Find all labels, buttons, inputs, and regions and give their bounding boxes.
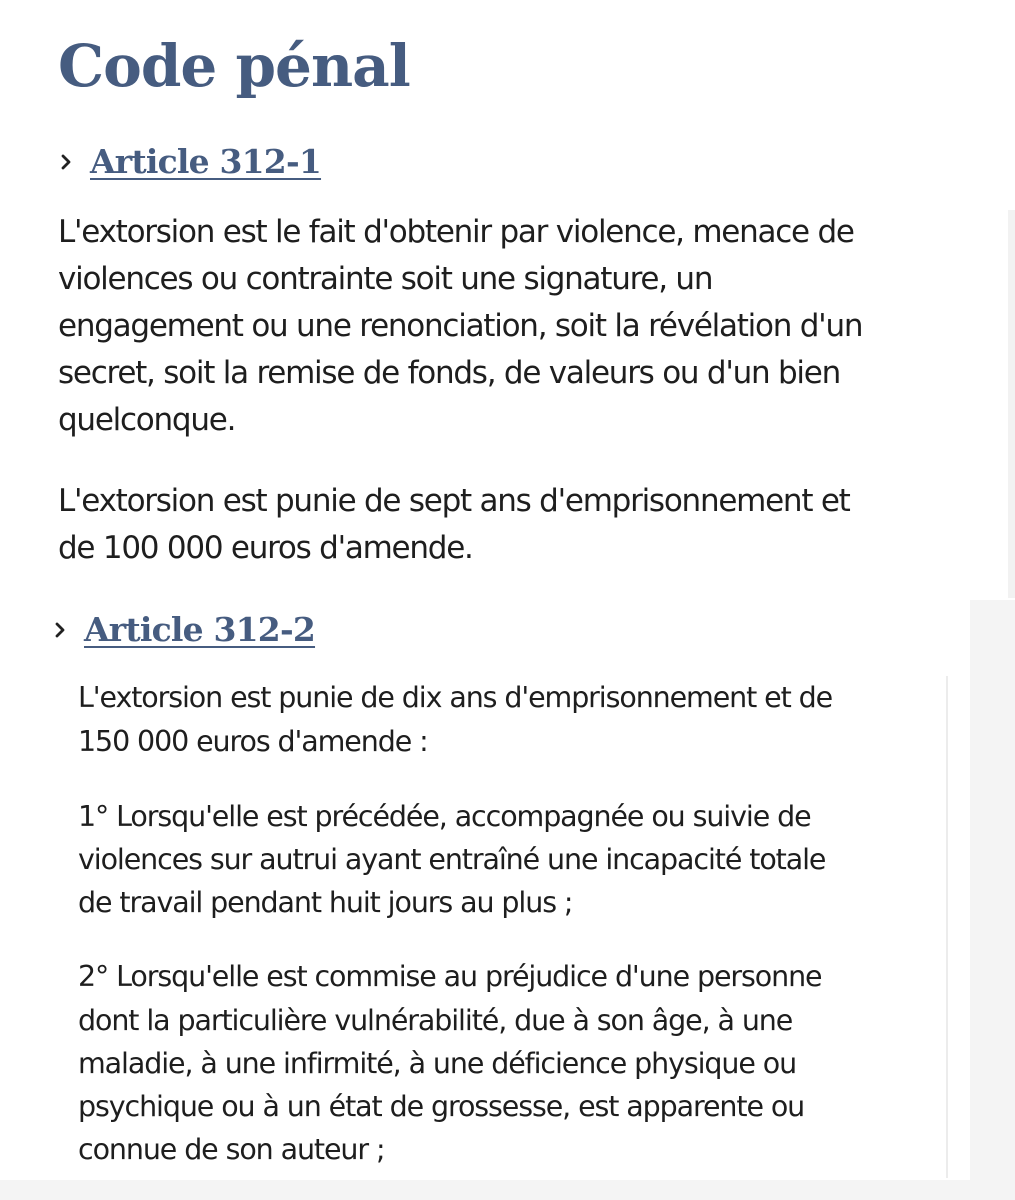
page-bottom-edge [0, 1180, 1015, 1200]
article-text-line: violences ou contrainte soit une signature, un [58, 261, 713, 297]
article-text-line: 150 000 euros d'amende : [78, 725, 428, 758]
article-text-line: quelconque. [58, 402, 236, 438]
article-text-line: violences sur autrui ayant entraîné une incapacité totale [78, 843, 826, 876]
article-text-line: de travail pendant huit jours au plus ; [78, 886, 573, 919]
article-text-line: 2° Lorsqu'elle est commise au préjudice d'une personne [78, 960, 822, 993]
article-text-line: secret, soit la remise de fonds, de valeurs ou d'un bien [58, 355, 841, 391]
article-text-line: L'extorsion est punie de sept ans d'emprisonnement et [58, 483, 850, 519]
article-header[interactable] [60, 140, 321, 184]
article-text-line: engagement ou une renonciation, soit la révélation d'un [58, 308, 863, 344]
article-text-line: maladie, à une infirmité, à une déficience physique ou [78, 1047, 797, 1080]
article-text-line: dont la particulière vulnérabilité, due à son âge, à une [78, 1004, 793, 1037]
chevron-right-icon[interactable] [60, 140, 82, 184]
article-text-line: 1° Lorsqu'elle est précédée, accompagnée ou suivie de [78, 800, 811, 833]
scroll-edge [1008, 210, 1015, 598]
chevron-right-icon[interactable] [54, 608, 76, 652]
article-text-line: connue de son auteur ; [78, 1133, 385, 1166]
article-text-line: de 100 000 euros d'amende. [58, 530, 473, 566]
article-text-line: L'extorsion est punie de dix ans d'emprisonnement et de [78, 681, 833, 714]
article-header[interactable] [54, 608, 315, 652]
section-divider [946, 676, 948, 1178]
article-text-line: L'extorsion est le fait d'obtenir par violence, menace de [58, 214, 854, 250]
page-title: Code pénal [58, 32, 410, 100]
article-link[interactable]: Article 312-1 [90, 142, 322, 181]
article-link[interactable]: Article 312-2 [84, 610, 316, 649]
article-text-line: psychique ou à un état de grossesse, est apparente ou [78, 1090, 805, 1123]
